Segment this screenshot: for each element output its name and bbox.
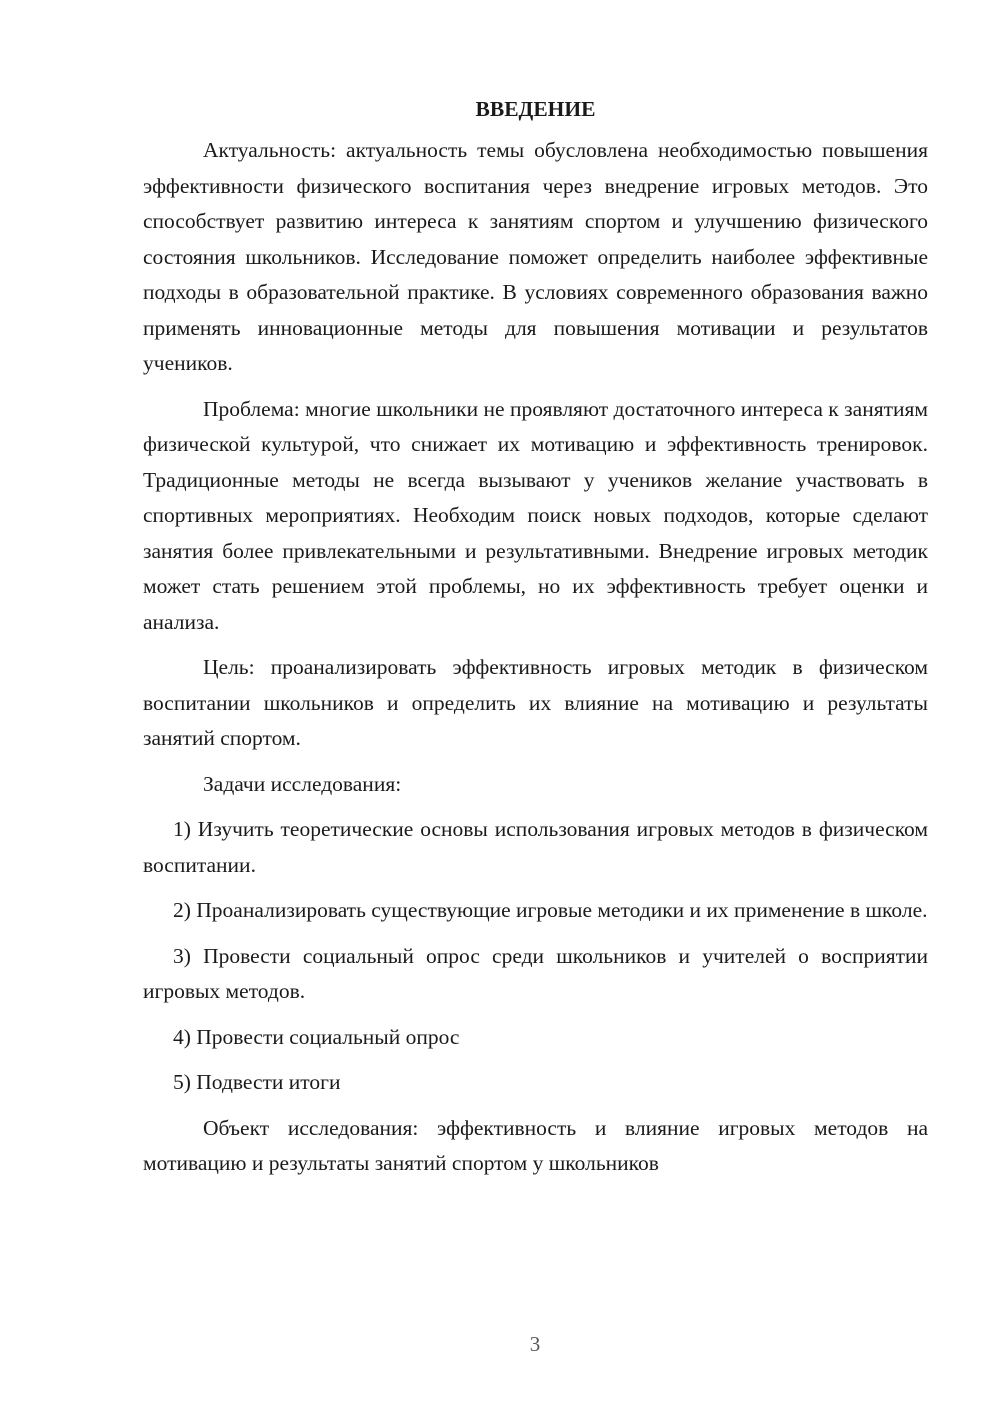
problem-paragraph: Проблема: многие школьники не проявляют достаточного интереса к занятиям физической культурой, что снижает их мотивацию и эффективность тренировок. Традиционные методы не всегда вызывают у учеников желание участвовать в спортивных мероприятиях. Необходим поиск новых подходов, которые сделают занятия более привлекательными и результативными. Внедрение игровых методик может стать решением этой проблемы, но их эффективность требует оценки и анализа. — [143, 396, 928, 634]
task-item-4: 4) Провести социальный опрос — [173, 1024, 460, 1049]
tasks-heading: Задачи исследования: — [203, 771, 402, 796]
document-page — [143, 92, 928, 1182]
goal-paragraph: Цель: проанализировать эффективность игровых методик в физическом воспитании школьников и определить их влияние на мотивацию и результаты занятий спортом. — [143, 655, 928, 750]
section-title: ВВЕДЕНИЕ — [475, 97, 596, 121]
task-item-3: 3) Провести социальный опрос среди школьников и учителей о восприятии игровых методов. — [143, 943, 928, 1003]
task-item-5: 5) Подвести итоги — [173, 1070, 341, 1094]
object-paragraph: Объект исследования: эффективность и влияние игровых методов на мотивацию и результаты занятий спортом у школьников — [143, 1115, 928, 1175]
task-item-2: 2) Проанализировать существующие игровые методики и их применение в школе. — [173, 898, 928, 922]
task-item-1: 1) Изучить теоретические основы использования игровых методов в физическом воспитании. — [143, 817, 928, 877]
relevance-paragraph: Актуальность: актуальность темы обусловлена необходимостью повышения эффективности физического воспитания через внедрение игровых методов. Это способствует развитию интереса к занятиям спортом и улучшению физического состояния школьников. Исследование поможет определить наиболее эффективные подходы в образовательной практике. В условиях современного образования важно применять инновационные методы для повышения мотивации и результатов учеников. — [143, 138, 928, 375]
page-number: 3 — [529, 1332, 541, 1356]
